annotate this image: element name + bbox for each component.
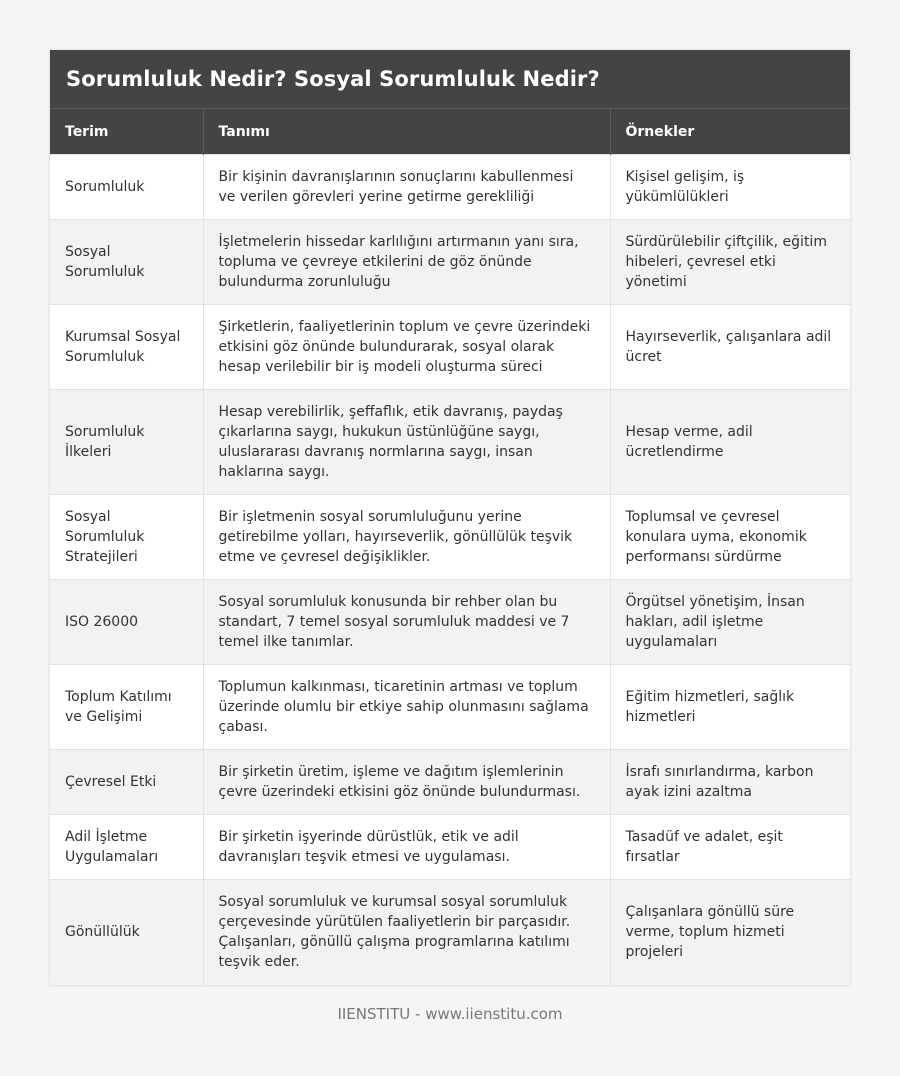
term-cell: Sorumluluk: [50, 155, 203, 220]
responsibility-table: [50, 108, 850, 985]
table-row: [50, 155, 850, 220]
examples-cell: Toplumsal ve çevresel konulara uyma, ekonomik performansı sürdürme: [610, 495, 850, 580]
term-cell: Sosyal Sorumluluk Stratejileri: [50, 495, 203, 580]
definition-cell: Bir kişinin davranışlarının sonuçlarını kabullenmesi ve verilen görevleri yerine getirme gerekliliği: [203, 155, 610, 220]
term-cell: ISO 26000: [50, 580, 203, 665]
definition-cell: Bir şirketin işyerinde dürüstlük, etik ve adil davranışları teşvik etmesi ve uygulaması.: [203, 815, 610, 880]
term-cell: Çevresel Etki: [50, 750, 203, 815]
term-cell: Adil İşletme Uygulamaları: [50, 815, 203, 880]
term-cell: Sorumluluk İlkeleri: [50, 390, 203, 495]
term-cell: Gönüllülük: [50, 880, 203, 985]
examples-cell: Örgütsel yönetişim, İnsan hakları, adil işletme uygulamaları: [610, 580, 850, 665]
table-row: [50, 220, 850, 305]
term-cell: Kurumsal Sosyal Sorumluluk: [50, 305, 203, 390]
table-card: [50, 50, 850, 985]
column-header-term: Terim: [50, 109, 203, 155]
table-row: [50, 880, 850, 985]
examples-cell: Kişisel gelişim, iş yükümlülükleri: [610, 155, 850, 220]
examples-cell: Sürdürülebilir çiftçilik, eğitim hibeleri, çevresel etki yönetimi: [610, 220, 850, 305]
column-header-definition: Tanımı: [203, 109, 610, 155]
table-row: [50, 390, 850, 495]
definition-cell: Şirketlerin, faaliyetlerinin toplum ve çevre üzerindeki etkisini göz önünde bulundurarak, sosyal olarak hesap verilebilir bir iş modeli oluşturma süreci: [203, 305, 610, 390]
examples-cell: Tasadüf ve adalet, eşit fırsatlar: [610, 815, 850, 880]
header-row: [50, 109, 850, 155]
footer-credit: IIENSTITU - www.iienstitu.com: [337, 1005, 563, 1023]
table-row: [50, 750, 850, 815]
table-row: [50, 665, 850, 750]
table-row: [50, 580, 850, 665]
column-header-examples: Örnekler: [610, 109, 850, 155]
term-cell: Toplum Katılımı ve Gelişimi: [50, 665, 203, 750]
definition-cell: Sosyal sorumluluk konusunda bir rehber olan bu standart, 7 temel sosyal sorumluluk maddesi ve 7 temel ilke tanımlar.: [203, 580, 610, 665]
examples-cell: Çalışanlara gönüllü süre verme, toplum hizmeti projeleri: [610, 880, 850, 985]
definition-cell: Toplumun kalkınması, ticaretinin artması ve toplum üzerinde olumlu bir etkiye sahip olunmasını sağlama çabası.: [203, 665, 610, 750]
examples-cell: İsrafı sınırlandırma, karbon ayak izini azaltma: [610, 750, 850, 815]
examples-cell: Hayırseverlik, çalışanlara adil ücret: [610, 305, 850, 390]
definition-cell: Bir şirketin üretim, işleme ve dağıtım işlemlerinin çevre üzerindeki etkisini göz önünde bulundurması.: [203, 750, 610, 815]
table-row: [50, 815, 850, 880]
definition-cell: Sosyal sorumluluk ve kurumsal sosyal sorumluluk çerçevesinde yürütülen faaliyetlerin bir parçasıdır. Çalışanları, gönüllü çalışma programlarına katılımı teşvik eder.: [203, 880, 610, 985]
table-row: [50, 305, 850, 390]
table-title: Sorumluluk Nedir? Sosyal Sorumluluk Nedir?: [50, 50, 850, 108]
examples-cell: Eğitim hizmetleri, sağlık hizmetleri: [610, 665, 850, 750]
definition-cell: Hesap verebilirlik, şeffaflık, etik davranış, paydaş çıkarlarına saygı, hukukun üstünlüğüne saygı, uluslararası davranış normlarına saygı, insan haklarına saygı.: [203, 390, 610, 495]
definition-cell: İşletmelerin hissedar karlılığını artırmanın yanı sıra, topluma ve çevreye etkilerini de göz önünde bulundurma zorunluluğu: [203, 220, 610, 305]
table-row: [50, 495, 850, 580]
definition-cell: Bir işletmenin sosyal sorumluluğunu yerine getirebilme yolları, hayırseverlik, gönüllülük teşvik etme ve çevresel değişiklikler.: [203, 495, 610, 580]
term-cell: Sosyal Sorumluluk: [50, 220, 203, 305]
examples-cell: Hesap verme, adil ücretlendirme: [610, 390, 850, 495]
